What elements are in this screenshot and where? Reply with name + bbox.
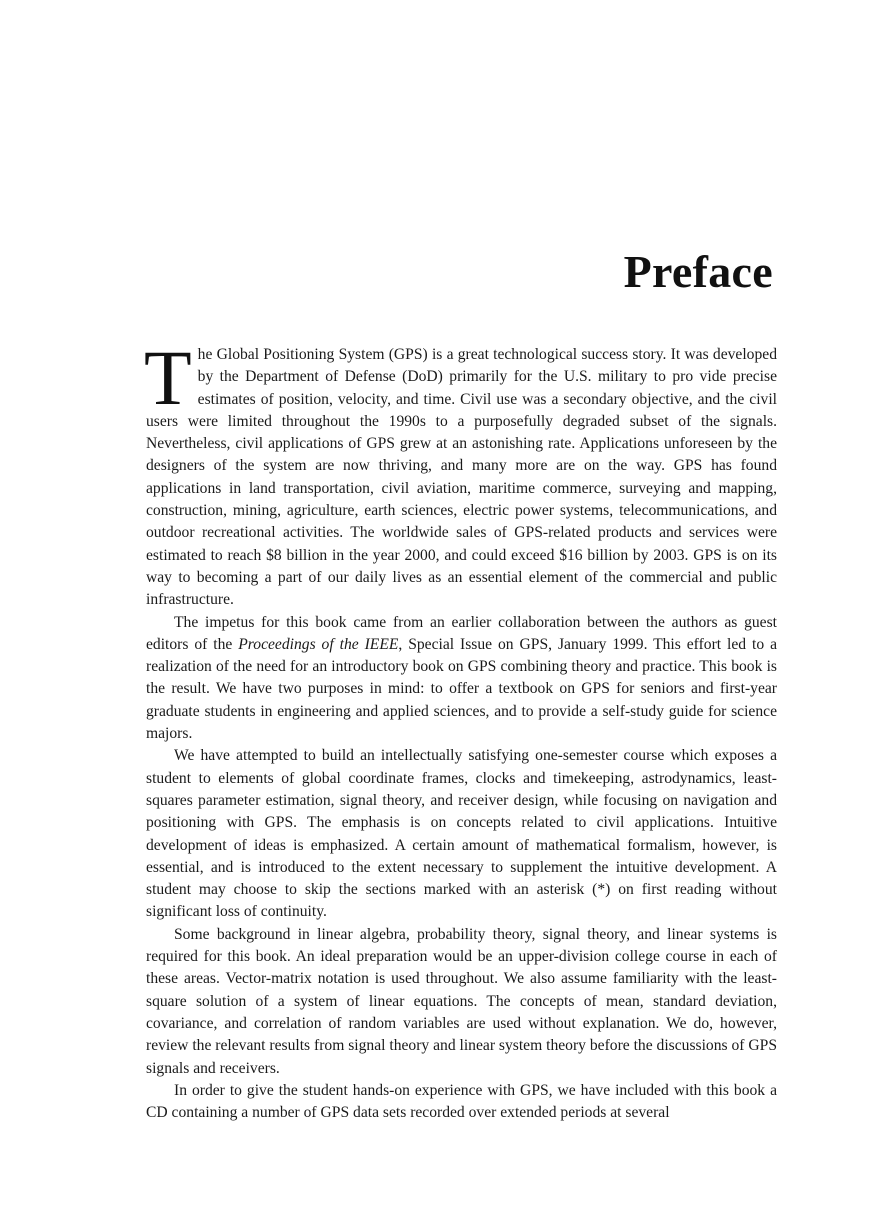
drop-cap: T	[144, 334, 192, 421]
paragraph-1	[144, 334, 777, 612]
paragraph-5: In order to give the student hands-on experience with GPS, we have included with this book a CD containing a number of GPS data sets recorded over extended periods at several	[146, 1081, 777, 1122]
page-title: Preface	[623, 246, 773, 297]
paragraph-2-text-before: The impetus for this book came from an earlier collaboration between the authors as guest editors of the	[146, 613, 777, 653]
paragraph-4: Some background in linear algebra, probability theory, signal theory, and linear systems is required for this book. An ideal preparation would be an upper-division college course in each of these areas. Vector-matrix notation is used throughout. We also assume familiarity with the least-square solution of a system of linear equations. The concepts of mean, standard deviation, covariance, and correlation of random variables are used without explanation. We do, however, review the relevant results from signal theory and linear system theory before the discussions of GPS signals and receivers.	[146, 925, 777, 1077]
paragraph-1-text: he Global Positioning System (GPS) is a great technological success story. It was developed by the Department of Defense (DoD) primarily for the U.S. military to pro vide precise estimates of position, velocity, and time. Civil use was a secondary objective, and the civil users were limited throughout the 1990s to a purposefully degraded subset of the signals. Nevertheless, civil applications of GPS grew at an astonishing rate. Applications unforeseen by the designers of the system are now thriving, and many more are on the way. GPS has found applications in land transportation, civil aviation, maritime commerce, surveying and mapping, construction, mining, agriculture, earth sciences, electric power systems, telecommunications, and outdoor recreational activities. The worldwide sales of GPS-related products and services were estimated to reach $8 billion in the year 2000, and could exceed $16 billion by 2003. GPS is on its way to becoming a part of our daily lives as an essential element of the commercial and public infrastructure.	[146, 346, 777, 609]
paragraph-3: We have attempted to build an intellectually satisfying one-semester course which exposes a student to elements of global coordinate frames, clocks and timekeeping, astrodynamics, least-squares parameter estimation, signal theory, and receiver design, while focusing on navigation and positioning with GPS. The emphasis is on concepts related to civil applications. Intuitive development of ideas is emphasized. A certain amount of mathematical formalism, however, is essential, and is introduced to the extent necessary to supplement the intuitive development. A student may choose to skip the sections marked with an asterisk (*) on first reading without significant loss of continuity.	[146, 747, 777, 921]
journal-title: Proceedings of the IEEE	[238, 635, 399, 653]
paragraph-2-text-after: , Special Issue on GPS, January 1999. This effort led to a realization of the need for an introductory book on GPS combining theory and practice. This book is the result. We have two purposes in mind: to offer a textbook on GPS for seniors and first-year graduate students in engineering and applied sciences, and to provide a self-study guide for science majors.	[146, 635, 777, 743]
preface-body	[144, 334, 777, 1124]
paragraph-2	[146, 612, 777, 746]
